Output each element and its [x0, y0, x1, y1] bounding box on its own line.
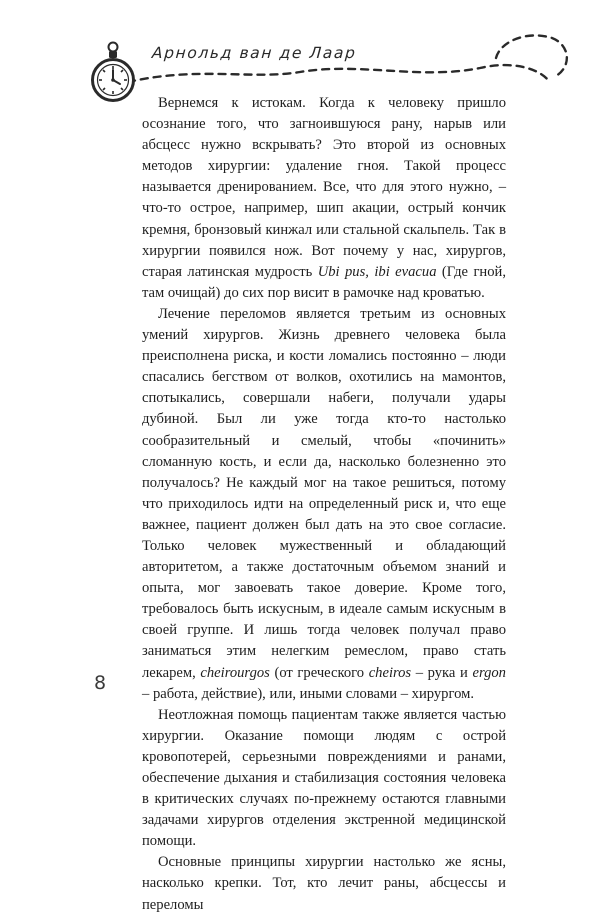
italic-term: cheiros	[368, 664, 412, 681]
text-run: Неотложная помощь пациентам также является частью хирургии. Оказание помощи людям с острой кровопотерей, серьезными повреждениями и ранами, обеспечение дыхания и стабилизация состояния человека в критических случаях по-прежнему остаются главными задачами хирургов отделения экстренной медицинской помощи.	[142, 706, 506, 850]
pocket-watch-icon	[90, 40, 136, 108]
text-run: Лечение переломов является третьим из основных умений хирургов. Жизнь древнего человека была преисполнена риска, и кости ломались постоянно – люди спасались бегством от волков, охотились на мамонтов, спотыкались, совершали набеги, получали удары дубиной. Был ли уже тогда кто-то настолько сообразительный и смелый, чтобы «починить» сломанную кость, и если да, насколько болезненно это получалось? Не каждый мог на такое решиться, потому что приходилось идти на определенный риск и, что еще важнее, пациент должен был дать на это свое согласие. Только человек мужественный и обладающий авторитетом, а также достаточным объемом знаний и опыта, мог завоевать такое доверие. Кроме того, требовалось быть искусным, в идеале самым искусным в своей группе. И лишь тогда человек получал право заниматься этим нелегким ремеслом, право стать лекарем,	[142, 305, 506, 681]
text-run: (Где гной, там очищай) до сих пор висит в рамочке над кроватью.	[142, 263, 506, 301]
paragraph	[142, 93, 506, 304]
italic-term: ergon	[472, 664, 506, 681]
text-run: Основные принципы хирургии настолько же ясны, насколько крепки. Тот, кто лечит раны, абсцессы и переломы	[142, 854, 506, 913]
text-run: – рука и	[411, 664, 473, 681]
text-run: (от греческого	[269, 664, 369, 681]
paragraph	[142, 852, 506, 915]
running-header-author: Арнольд ван де Лаар	[151, 44, 358, 62]
italic-term: Ubi pus, ibi evacua	[317, 263, 437, 280]
page-number: 8	[94, 672, 107, 694]
text-run: Вернемся к истокам. Когда к человеку пришло осознание того, что загноившуюся рану, нарыв или абсцесс нужно вскрывать? Это второй из основных методов хирургии: удаление гноя. Такой процесс называется дренированием. Все, что для этого нужно, – что-то острое, например, шип акации, острый кончик кремня, бронзовый кинжал или стальной скальпель. Так в хирургии появился нож. Вот почему у нас, хирургов, старая латинская мудрость	[142, 95, 506, 280]
paragraph	[142, 705, 506, 853]
body-text	[142, 93, 506, 916]
italic-term: cheirourgos	[200, 664, 270, 681]
paragraph	[142, 304, 506, 705]
text-run: – работа, действие), или, иными словами – хирургом.	[142, 685, 475, 702]
